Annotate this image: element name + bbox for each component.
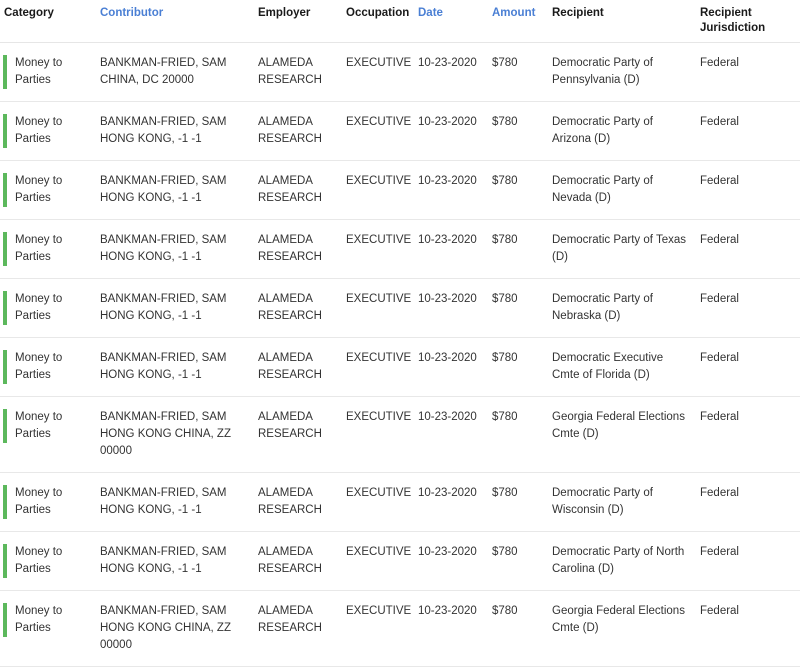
column-header-employer bbox=[258, 0, 346, 43]
cell-occupation: EXECUTIVE bbox=[346, 279, 418, 338]
cell-date: 10-23-2020 bbox=[418, 473, 492, 532]
contributor-address: HONG KONG CHINA, ZZ 00000 bbox=[100, 428, 231, 457]
cell-contributor bbox=[100, 338, 258, 397]
cell-amount: $780 bbox=[492, 591, 552, 667]
table-row bbox=[0, 473, 800, 532]
column-header-occupation bbox=[346, 0, 418, 43]
contributor-name: BANKMAN-FRIED, SAM bbox=[100, 487, 227, 499]
contributor-name: BANKMAN-FRIED, SAM bbox=[100, 175, 227, 187]
cell-occupation: EXECUTIVE bbox=[346, 102, 418, 161]
table-body bbox=[0, 43, 800, 667]
column-header-amount bbox=[492, 0, 552, 43]
category-label: Money to Parties bbox=[15, 487, 63, 516]
cell-contributor bbox=[100, 102, 258, 161]
cell-category bbox=[0, 161, 100, 220]
cell-contributor bbox=[100, 220, 258, 279]
cell-recipient: Democratic Party of Nevada (D) bbox=[552, 161, 700, 220]
cell-employer: ALAMEDA RESEARCH bbox=[258, 473, 346, 532]
contributor-name: BANKMAN-FRIED, SAM bbox=[100, 411, 227, 423]
cell-jurisdiction: Federal bbox=[700, 397, 800, 473]
table-row bbox=[0, 102, 800, 161]
column-header-label-jurisdiction: Recipient Jurisdiction bbox=[700, 7, 766, 34]
cell-amount: $780 bbox=[492, 532, 552, 591]
cell-occupation: EXECUTIVE bbox=[346, 43, 418, 102]
cell-category bbox=[0, 532, 100, 591]
cell-contributor bbox=[100, 397, 258, 473]
contributor-name: BANKMAN-FRIED, SAM bbox=[100, 352, 227, 364]
cell-contributor bbox=[100, 161, 258, 220]
cell-contributor bbox=[100, 43, 258, 102]
contributor-name: BANKMAN-FRIED, SAM bbox=[100, 293, 227, 305]
cell-employer: ALAMEDA RESEARCH bbox=[258, 43, 346, 102]
column-sort-link-amount[interactable]: Amount bbox=[492, 7, 536, 19]
cell-employer: ALAMEDA RESEARCH bbox=[258, 279, 346, 338]
cell-jurisdiction: Federal bbox=[700, 102, 800, 161]
category-label: Money to Parties bbox=[15, 411, 63, 440]
contributor-address: HONG KONG, -1 -1 bbox=[100, 504, 202, 516]
cell-contributor bbox=[100, 279, 258, 338]
contributor-address: HONG KONG, -1 -1 bbox=[100, 251, 202, 263]
cell-jurisdiction: Federal bbox=[700, 532, 800, 591]
contributor-name: BANKMAN-FRIED, SAM bbox=[100, 605, 227, 617]
cell-jurisdiction: Federal bbox=[700, 279, 800, 338]
cell-amount: $780 bbox=[492, 220, 552, 279]
column-header-label-category: Category bbox=[4, 7, 54, 19]
contributor-address: HONG KONG, -1 -1 bbox=[100, 369, 202, 381]
cell-employer: ALAMEDA RESEARCH bbox=[258, 220, 346, 279]
cell-category bbox=[0, 473, 100, 532]
category-label: Money to Parties bbox=[15, 116, 63, 145]
cell-amount: $780 bbox=[492, 338, 552, 397]
cell-contributor bbox=[100, 532, 258, 591]
category-label: Money to Parties bbox=[15, 175, 63, 204]
cell-date: 10-23-2020 bbox=[418, 591, 492, 667]
column-header-date bbox=[418, 0, 492, 43]
cell-amount: $780 bbox=[492, 161, 552, 220]
cell-amount: $780 bbox=[492, 397, 552, 473]
cell-contributor bbox=[100, 473, 258, 532]
table-row bbox=[0, 43, 800, 102]
category-label: Money to Parties bbox=[15, 352, 63, 381]
cell-occupation: EXECUTIVE bbox=[346, 220, 418, 279]
table-row bbox=[0, 161, 800, 220]
cell-contributor bbox=[100, 591, 258, 667]
cell-jurisdiction: Federal bbox=[700, 591, 800, 667]
cell-recipient: Democratic Party of Arizona (D) bbox=[552, 102, 700, 161]
contributor-address: HONG KONG, -1 -1 bbox=[100, 192, 202, 204]
table-row bbox=[0, 532, 800, 591]
cell-occupation: EXECUTIVE bbox=[346, 473, 418, 532]
contributor-address: HONG KONG, -1 -1 bbox=[100, 563, 202, 575]
cell-recipient: Democratic Party of North Carolina (D) bbox=[552, 532, 700, 591]
cell-amount: $780 bbox=[492, 43, 552, 102]
table-row bbox=[0, 338, 800, 397]
cell-employer: ALAMEDA RESEARCH bbox=[258, 102, 346, 161]
category-label: Money to Parties bbox=[15, 605, 63, 634]
cell-employer: ALAMEDA RESEARCH bbox=[258, 397, 346, 473]
column-header-label-occupation: Occupation bbox=[346, 7, 410, 19]
cell-date: 10-23-2020 bbox=[418, 279, 492, 338]
cell-category bbox=[0, 338, 100, 397]
cell-date: 10-23-2020 bbox=[418, 161, 492, 220]
cell-category bbox=[0, 279, 100, 338]
contributor-name: BANKMAN-FRIED, SAM bbox=[100, 57, 227, 69]
cell-amount: $780 bbox=[492, 473, 552, 532]
cell-employer: ALAMEDA RESEARCH bbox=[258, 591, 346, 667]
category-label: Money to Parties bbox=[15, 293, 63, 322]
contributor-name: BANKMAN-FRIED, SAM bbox=[100, 234, 227, 246]
cell-employer: ALAMEDA RESEARCH bbox=[258, 161, 346, 220]
cell-category bbox=[0, 102, 100, 161]
cell-recipient: Democratic Party of Nebraska (D) bbox=[552, 279, 700, 338]
cell-employer: ALAMEDA RESEARCH bbox=[258, 532, 346, 591]
cell-category bbox=[0, 591, 100, 667]
table-row bbox=[0, 279, 800, 338]
table-row bbox=[0, 397, 800, 473]
cell-recipient: Democratic Party of Wisconsin (D) bbox=[552, 473, 700, 532]
column-sort-link-date[interactable]: Date bbox=[418, 7, 443, 19]
cell-jurisdiction: Federal bbox=[700, 473, 800, 532]
cell-date: 10-23-2020 bbox=[418, 397, 492, 473]
contributor-address: HONG KONG, -1 -1 bbox=[100, 310, 202, 322]
category-label: Money to Parties bbox=[15, 546, 63, 575]
cell-occupation: EXECUTIVE bbox=[346, 397, 418, 473]
cell-jurisdiction: Federal bbox=[700, 43, 800, 102]
cell-employer: ALAMEDA RESEARCH bbox=[258, 338, 346, 397]
column-header-category bbox=[0, 0, 100, 43]
cell-amount: $780 bbox=[492, 102, 552, 161]
column-header-label-employer: Employer bbox=[258, 7, 311, 19]
cell-recipient: Democratic Party of Texas (D) bbox=[552, 220, 700, 279]
cell-category bbox=[0, 43, 100, 102]
category-label: Money to Parties bbox=[15, 57, 63, 86]
cell-date: 10-23-2020 bbox=[418, 532, 492, 591]
contributor-address: HONG KONG, -1 -1 bbox=[100, 133, 202, 145]
cell-occupation: EXECUTIVE bbox=[346, 591, 418, 667]
table-row bbox=[0, 591, 800, 667]
cell-recipient: Georgia Federal Elections Cmte (D) bbox=[552, 591, 700, 667]
column-header-jurisdiction bbox=[700, 0, 800, 43]
table-header-row bbox=[0, 0, 800, 43]
column-sort-link-contributor[interactable]: Contributor bbox=[100, 7, 164, 19]
cell-occupation: EXECUTIVE bbox=[346, 338, 418, 397]
cell-recipient: Georgia Federal Elections Cmte (D) bbox=[552, 397, 700, 473]
cell-date: 10-23-2020 bbox=[418, 338, 492, 397]
table-row bbox=[0, 220, 800, 279]
cell-recipient: Democratic Party of Pennsylvania (D) bbox=[552, 43, 700, 102]
contributor-name: BANKMAN-FRIED, SAM bbox=[100, 546, 227, 558]
cell-date: 10-23-2020 bbox=[418, 102, 492, 161]
cell-date: 10-23-2020 bbox=[418, 43, 492, 102]
contributor-name: BANKMAN-FRIED, SAM bbox=[100, 116, 227, 128]
cell-date: 10-23-2020 bbox=[418, 220, 492, 279]
cell-amount: $780 bbox=[492, 279, 552, 338]
category-label: Money to Parties bbox=[15, 234, 63, 263]
cell-jurisdiction: Federal bbox=[700, 220, 800, 279]
cell-jurisdiction: Federal bbox=[700, 338, 800, 397]
cell-occupation: EXECUTIVE bbox=[346, 161, 418, 220]
column-header-label-recipient: Recipient bbox=[552, 7, 604, 19]
contributor-address: HONG KONG CHINA, ZZ 00000 bbox=[100, 622, 231, 651]
cell-category bbox=[0, 397, 100, 473]
column-header-recipient bbox=[552, 0, 700, 43]
column-header-contributor bbox=[100, 0, 258, 43]
cell-occupation: EXECUTIVE bbox=[346, 532, 418, 591]
cell-category bbox=[0, 220, 100, 279]
cell-jurisdiction: Federal bbox=[700, 161, 800, 220]
cell-recipient: Democratic Executive Cmte of Florida (D) bbox=[552, 338, 700, 397]
table-header bbox=[0, 0, 800, 43]
contributor-address: CHINA, DC 20000 bbox=[100, 74, 194, 86]
